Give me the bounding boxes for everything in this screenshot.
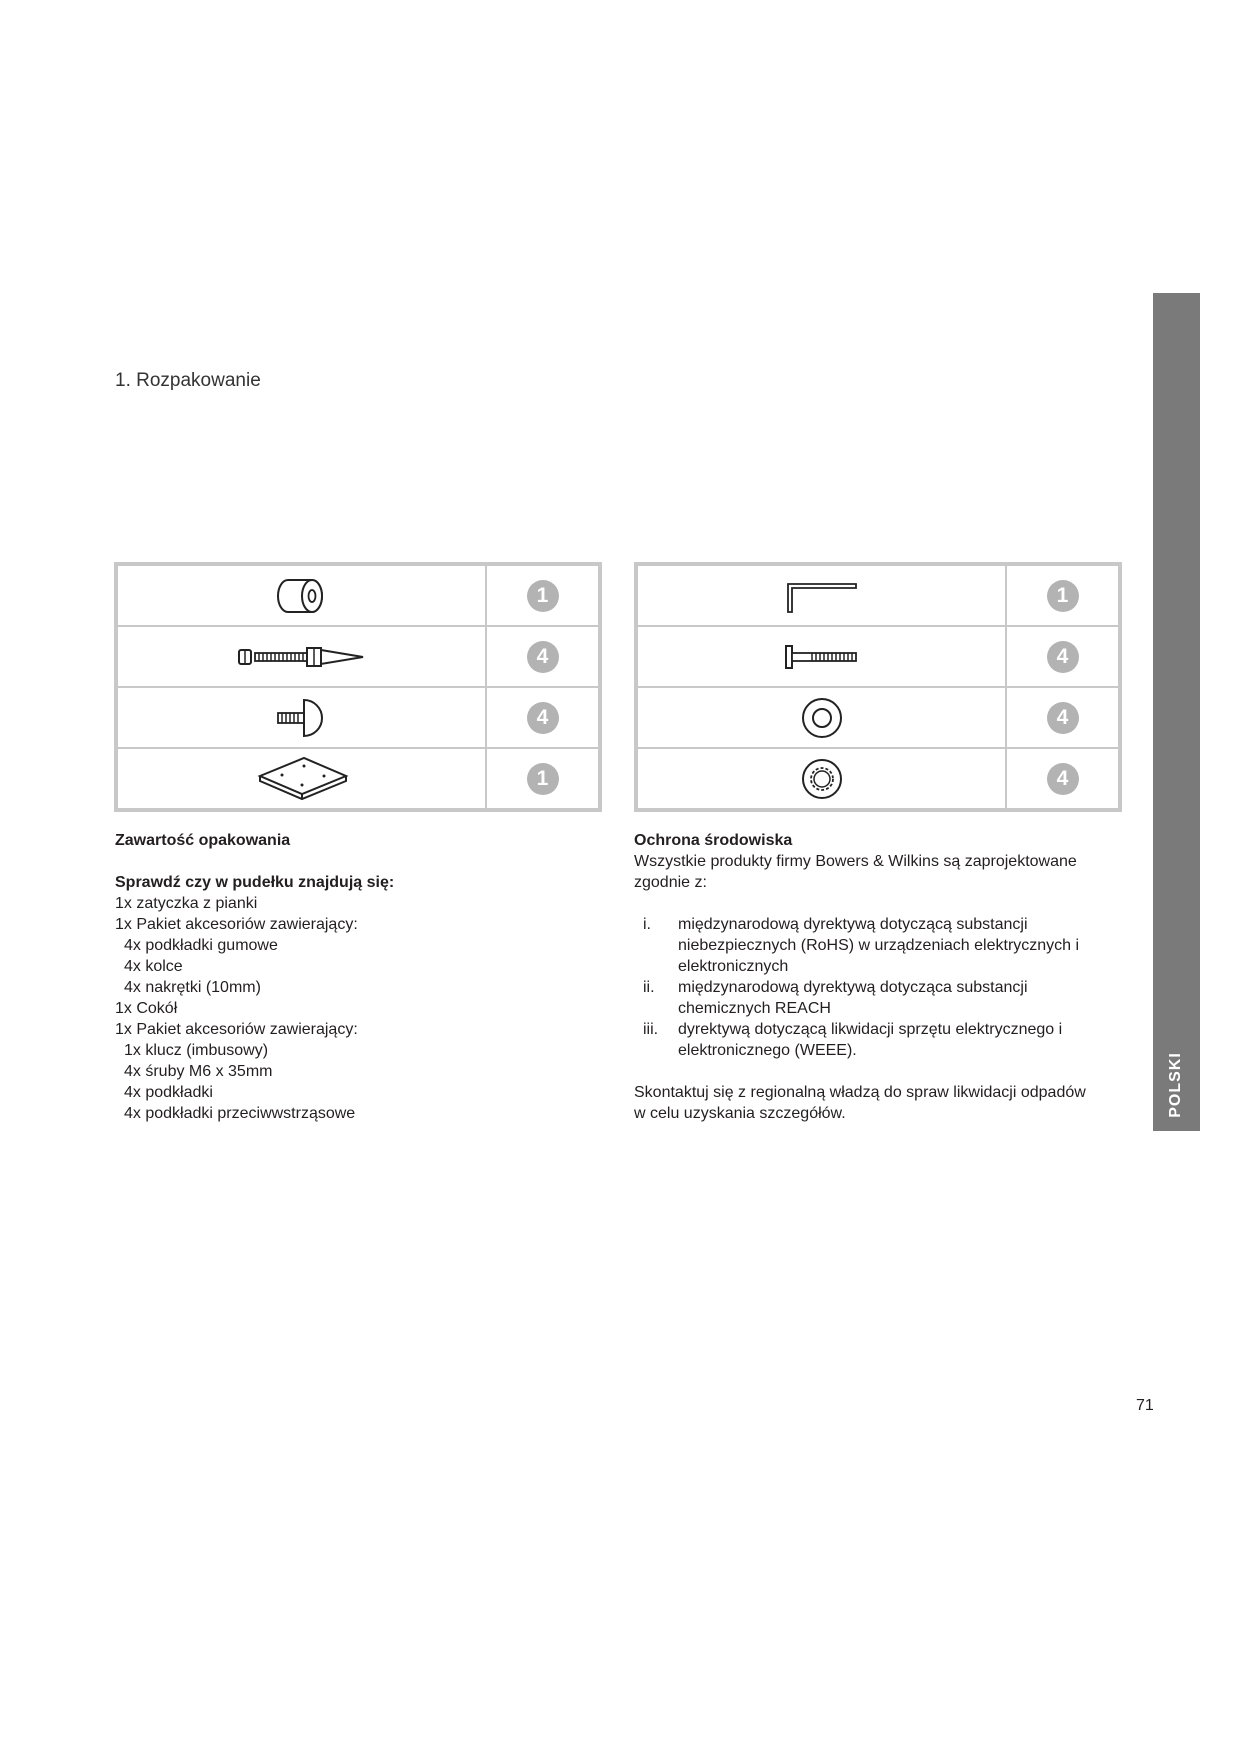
directive-text: niebezpiecznych (RoHS) w urządzeniach elektrycznych i <box>678 937 1080 954</box>
part-image-cell <box>117 748 486 809</box>
quantity-badge: 4 <box>527 641 559 673</box>
environment-outro: Skontaktuj się z regionalną władzą do spraw likwidacji odpadów <box>634 1084 1086 1101</box>
shakeproof-washer-icon <box>797 754 847 804</box>
quantity-badge: 4 <box>527 702 559 734</box>
package-contents <box>115 830 535 1124</box>
quantity-badge: 1 <box>1047 580 1079 612</box>
directive-text: międzynarodową dyrektywą dotyczącą substancji <box>678 916 1028 933</box>
part-image-cell <box>637 565 1006 626</box>
directive-number: iii. <box>643 1021 659 1038</box>
foam-plug-icon <box>272 574 332 618</box>
plinth-plate-icon <box>252 754 352 804</box>
qty-cell <box>486 748 599 809</box>
environment-outro: w celu uzyskania szczegółów. <box>634 1105 846 1122</box>
list-item: 1x Cokół <box>115 1000 178 1017</box>
list-item: 4x nakrętki (10mm) <box>124 979 261 996</box>
contents-subtitle: Sprawdź czy w pudełku znajdują się: <box>115 874 395 891</box>
qty-cell <box>486 565 599 626</box>
allen-key-icon <box>782 576 862 616</box>
directive-number: ii. <box>643 979 655 996</box>
quantity-badge: 4 <box>1047 763 1079 795</box>
quantity-badge: 4 <box>1047 702 1079 734</box>
bolt-icon <box>782 642 862 672</box>
list-item: 4x śruby M6 x 35mm <box>124 1063 273 1080</box>
directive-text: dyrektywą dotyczącą likwidacji sprzętu elektrycznego i <box>678 1021 1063 1038</box>
parts-table-right <box>634 562 1122 812</box>
part-image-cell <box>637 748 1006 809</box>
part-image-cell <box>637 626 1006 687</box>
quantity-badge: 1 <box>527 580 559 612</box>
page-number: 71 <box>1136 1397 1154 1414</box>
qty-cell <box>486 626 599 687</box>
directive-text: elektronicznego (WEEE). <box>678 1042 857 1059</box>
directive-text: elektronicznych <box>678 958 789 975</box>
directive-item <box>634 977 1124 1019</box>
quantity-badge: 1 <box>527 763 559 795</box>
contents-title: Zawartość opakowania <box>115 832 291 849</box>
language-tab-label: POLSKI <box>1167 1052 1184 1118</box>
list-item: 1x Pakiet akcesoriów zawierający: <box>115 916 358 933</box>
directive-text: międzynarodową dyrektywą dotycząca substancji <box>678 979 1028 996</box>
qty-cell <box>486 687 599 748</box>
directive-text: chemicznych REACH <box>678 1000 831 1017</box>
part-image-cell <box>637 687 1006 748</box>
environment-intro: Wszystkie produkty firmy Bowers & Wilkins są zaprojektowane <box>634 853 1077 870</box>
part-image-cell <box>117 565 486 626</box>
qty-cell <box>1006 687 1119 748</box>
environment-title: Ochrona środowiska <box>634 832 793 849</box>
washer-icon <box>797 693 847 743</box>
environment-intro: zgodnie z: <box>634 874 707 891</box>
list-item: 1x Pakiet akcesoriów zawierający: <box>115 1021 358 1038</box>
list-item: 4x podkładki gumowe <box>124 937 278 954</box>
part-image-cell <box>117 626 486 687</box>
list-item: 4x podkładki <box>124 1084 213 1101</box>
section-heading: 1. Rozpakowanie <box>115 370 261 391</box>
parts-table-left <box>114 562 602 812</box>
list-item: 1x klucz (imbusowy) <box>124 1042 269 1059</box>
rubber-foot-icon <box>272 696 332 740</box>
list-item: 4x kolce <box>124 958 183 975</box>
directive-item <box>634 1019 1124 1061</box>
directive-item <box>634 914 1124 977</box>
qty-cell <box>1006 565 1119 626</box>
directive-number: i. <box>643 916 651 933</box>
list-item: 4x podkładki przeciwwstrząsowe <box>124 1105 356 1122</box>
language-tab <box>1153 293 1200 1131</box>
qty-cell <box>1006 748 1119 809</box>
part-image-cell <box>117 687 486 748</box>
list-item: 1x zatyczka z pianki <box>115 895 258 912</box>
spike-with-nut-icon <box>237 642 367 672</box>
environment-protection <box>634 830 1124 1124</box>
quantity-badge: 4 <box>1047 641 1079 673</box>
qty-cell <box>1006 626 1119 687</box>
